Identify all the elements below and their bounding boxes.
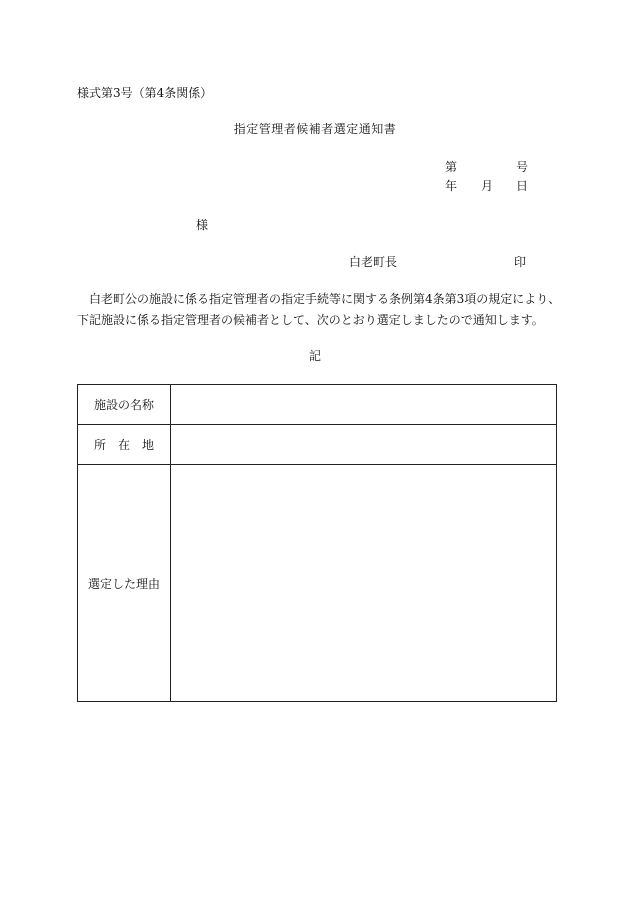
- body-text-line-2: 下記施設に係る指定管理者の候補者として、次のとおり選定しましたので通知します。: [77, 313, 544, 327]
- location-label: [78, 425, 171, 465]
- date-year-label: 年: [445, 179, 458, 193]
- form-number: 様式第3号（第4条関係）: [77, 86, 213, 100]
- document-number-suffix: 号: [516, 160, 529, 174]
- seal-mark: 印: [514, 255, 527, 269]
- body-text-line-1: 白老町公の施設に係る指定管理者の指定手続等に関する条例第4条第3項の規定により、: [89, 292, 561, 306]
- table-row: [78, 385, 557, 425]
- ki-heading: 記: [308, 349, 321, 363]
- location-label-text: 所在地: [93, 438, 166, 452]
- document-title: 指定管理者候補者選定通知書: [233, 122, 397, 136]
- facility-name-value: [171, 385, 557, 425]
- selection-reason-label: 選定した理由: [78, 465, 171, 702]
- location-value: [171, 425, 557, 465]
- issuer-name: 白老町長: [349, 255, 398, 269]
- date-month-label: 月: [481, 179, 494, 193]
- date-day-label: 日: [516, 179, 529, 193]
- table-row: [78, 465, 557, 702]
- facility-name-label: 施設の名称: [78, 385, 171, 425]
- addressee-suffix: 様: [196, 218, 209, 232]
- selection-reason-value: [171, 465, 557, 702]
- facility-record-table: [77, 384, 557, 702]
- table-row: [78, 425, 557, 465]
- document-number-prefix: 第: [445, 160, 458, 174]
